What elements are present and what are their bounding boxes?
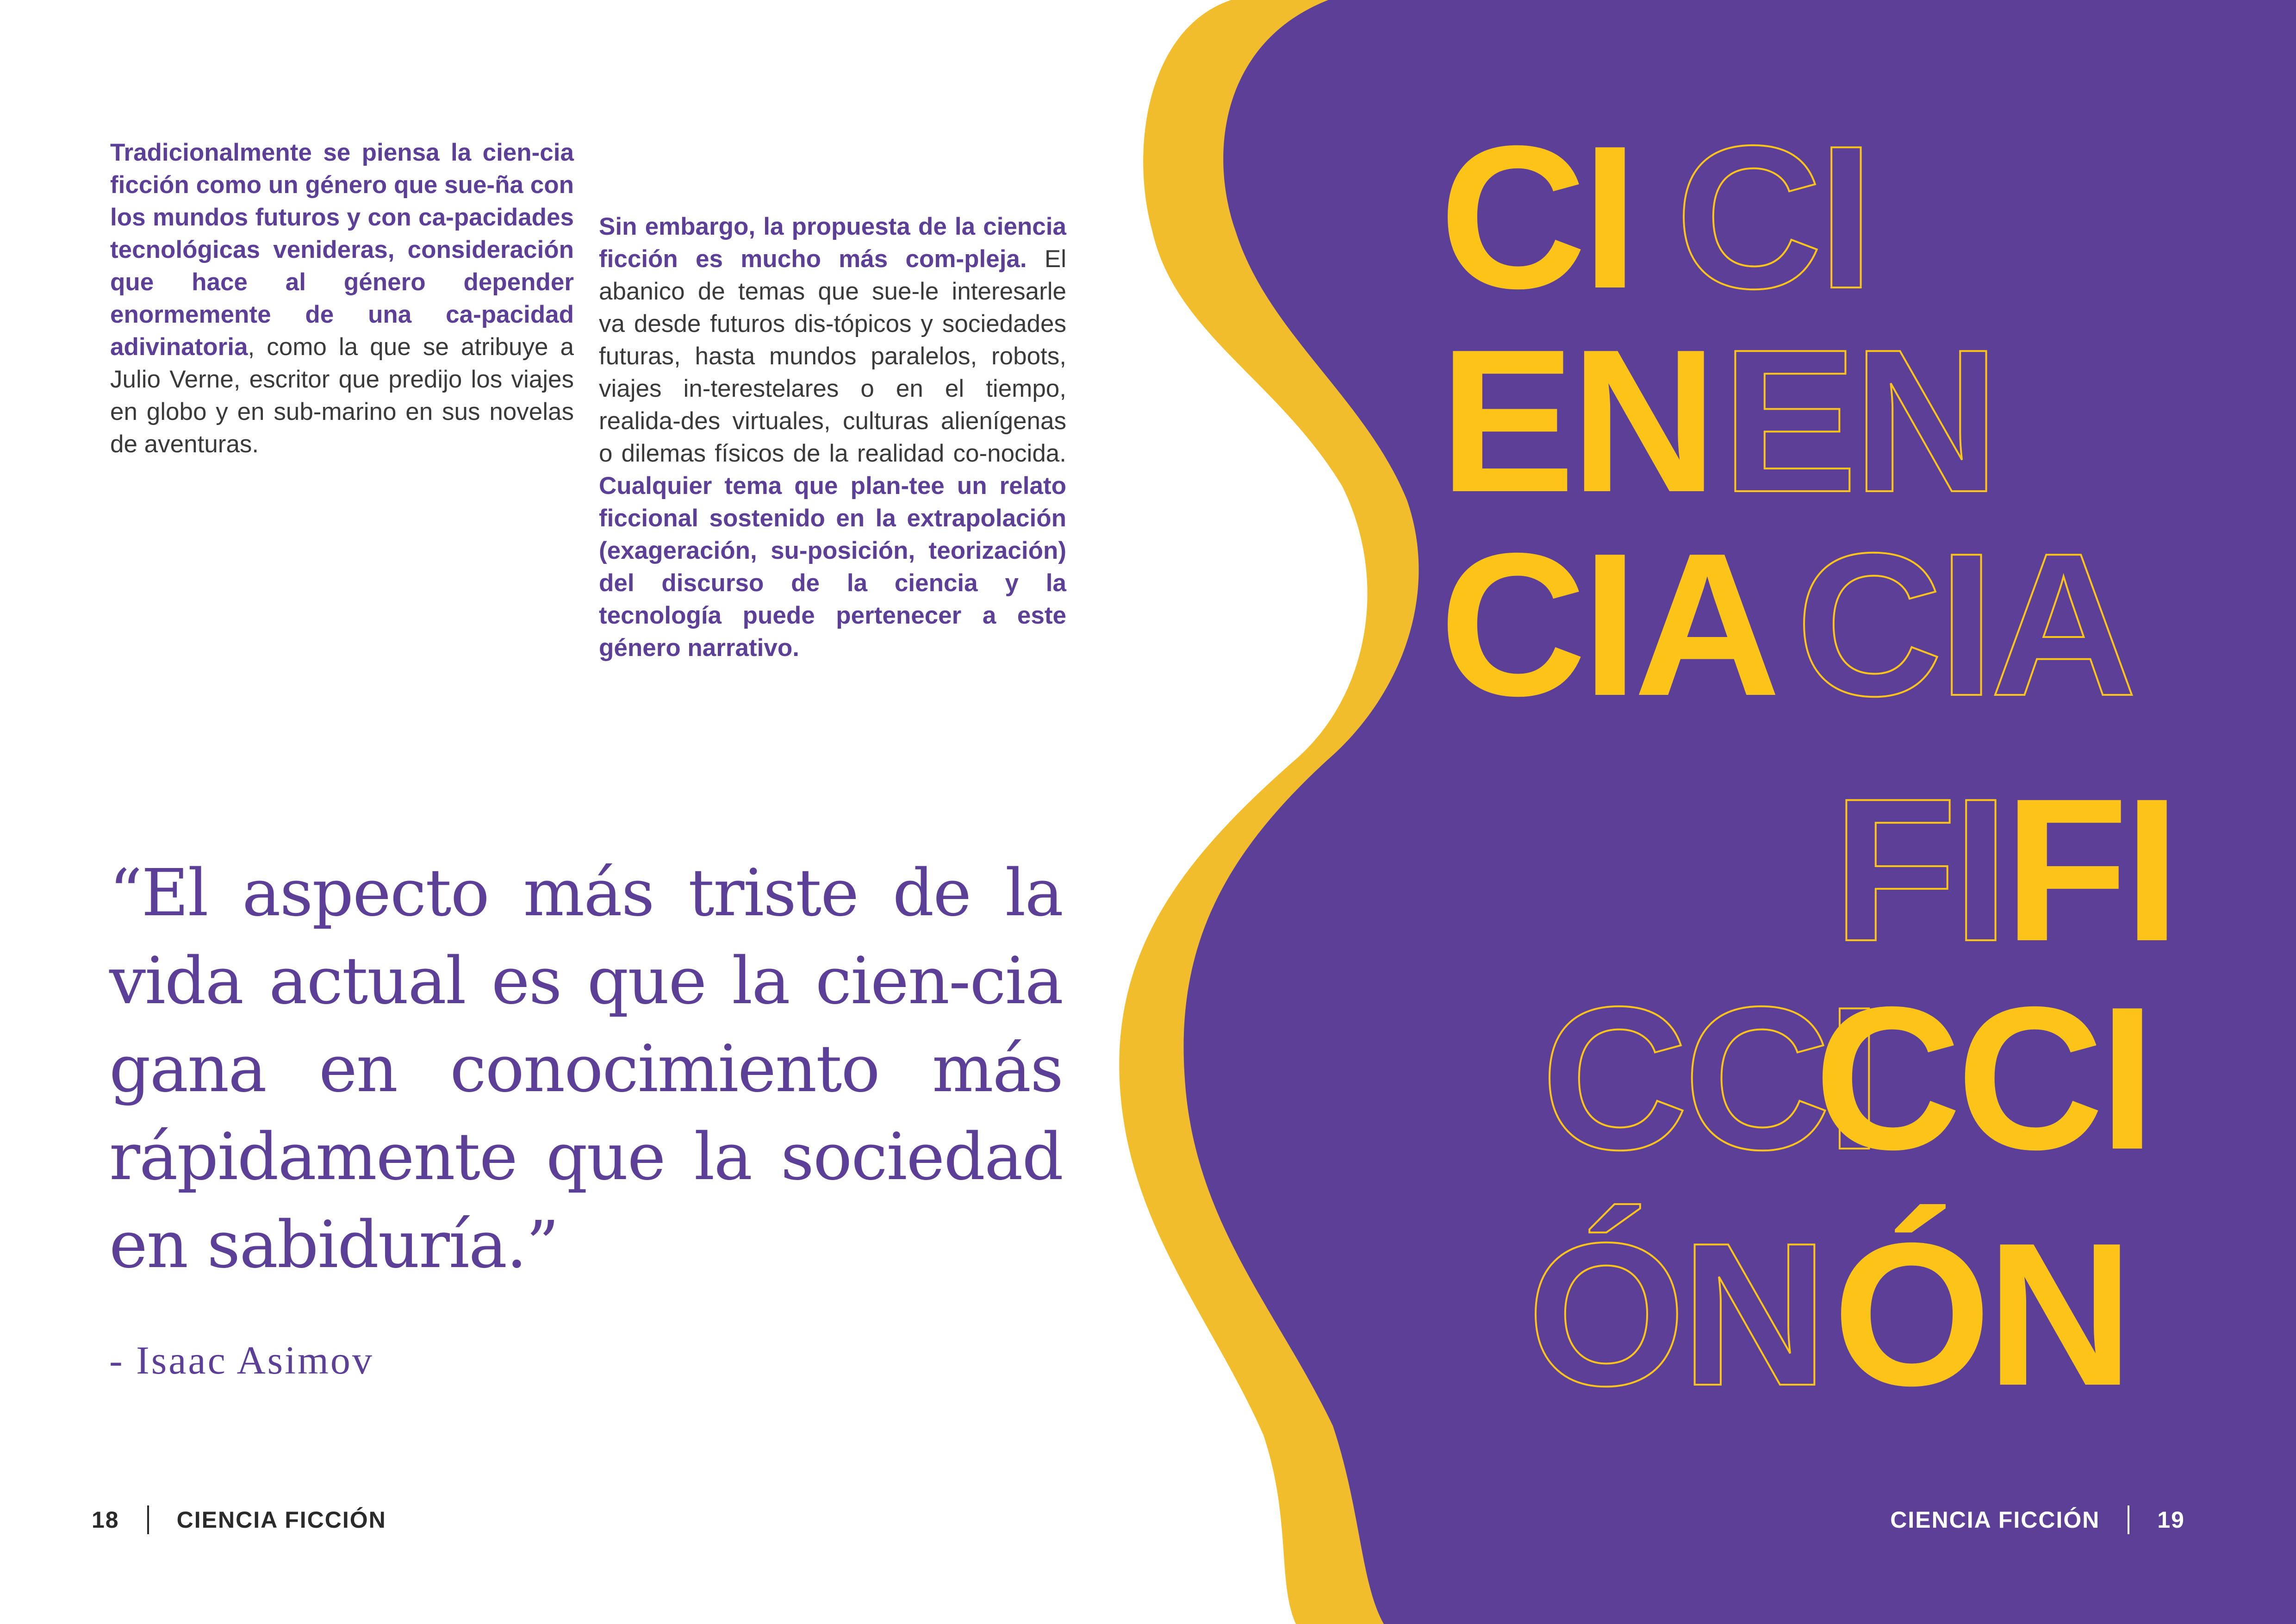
title-row-cci-solid: CCI xyxy=(1814,965,2151,1192)
intro-highlight: Tradicionalmente se piensa la cien-cia ficción como un género que sue-ña con los mundos futuros y con ca-pacidades tecnológicas venideras, consideración que hace al género depender enormemente de una ca-pacidad adivinatoria xyxy=(110,139,574,361)
footer-divider-left xyxy=(147,1505,149,1534)
body-middle: El abanico de temas que sue-le interesarle va desde futuros dis-tópicos y sociedades futuras, hasta mundos paralelos, robots, viajes in-terestelares o en el tiempo, realida-des virtuales, culturas alienígenas o dilemas físicos de la realidad co-nocida. xyxy=(599,245,1066,467)
running-title-left: CIENCIA FICCIÓN xyxy=(176,1507,386,1533)
title-row-ci-outline: CI xyxy=(1675,104,1870,331)
footer-right xyxy=(1890,1504,2185,1536)
title-row-fi-solid: FI xyxy=(2004,756,2176,984)
title-row-ci-solid: CI xyxy=(1439,104,1634,331)
title-row-on-solid: ÓN xyxy=(1833,1201,2129,1428)
page-number-left: 18 xyxy=(92,1507,119,1533)
footer-divider-right xyxy=(2128,1505,2129,1534)
page-number-right: 19 xyxy=(2157,1507,2185,1533)
intro-rest: , como la que se atribuye a Julio Verne, escritor que predijo los viajes en globo y en sub-marino en sus novelas de aventuras. xyxy=(110,333,574,458)
title-row-en-outline: EN xyxy=(1722,307,1996,535)
title-row-cia-solid: CIA xyxy=(1439,511,1776,738)
footer-left xyxy=(92,1504,386,1536)
intro-paragraph xyxy=(110,137,574,461)
title-row-fi-outline: FI xyxy=(1833,756,2005,984)
title-row-cia-outline: CIA xyxy=(1796,511,2133,738)
body-highlight-lead: Sin embargo, la propuesta de la ciencia ficción es mucho más com-pleja. xyxy=(599,213,1066,273)
title-row-on-outline: ÓN xyxy=(1527,1201,1823,1428)
pull-quote: “El aspecto más triste de la vida actual es que la cien-cia gana en conocimiento más rápidamente que la sociedad en sabiduría.” xyxy=(109,856,1063,1283)
quote-author: - Isaac Asimov xyxy=(109,1338,374,1382)
title-row-cci-outline: CCI xyxy=(1541,965,1878,1192)
title-row-en-solid: EN xyxy=(1439,307,1713,535)
body-paragraph xyxy=(599,211,1066,664)
body-highlight-end: Cualquier tema que plan-tee un relato ficcional sostenido en la extrapolación (exageración, su-posición, teorización) del discurso de la ciencia y la tecnología puede pertenecer a este género narrativo. xyxy=(599,472,1066,662)
running-title-right: CIENCIA FICCIÓN xyxy=(1890,1507,2100,1533)
